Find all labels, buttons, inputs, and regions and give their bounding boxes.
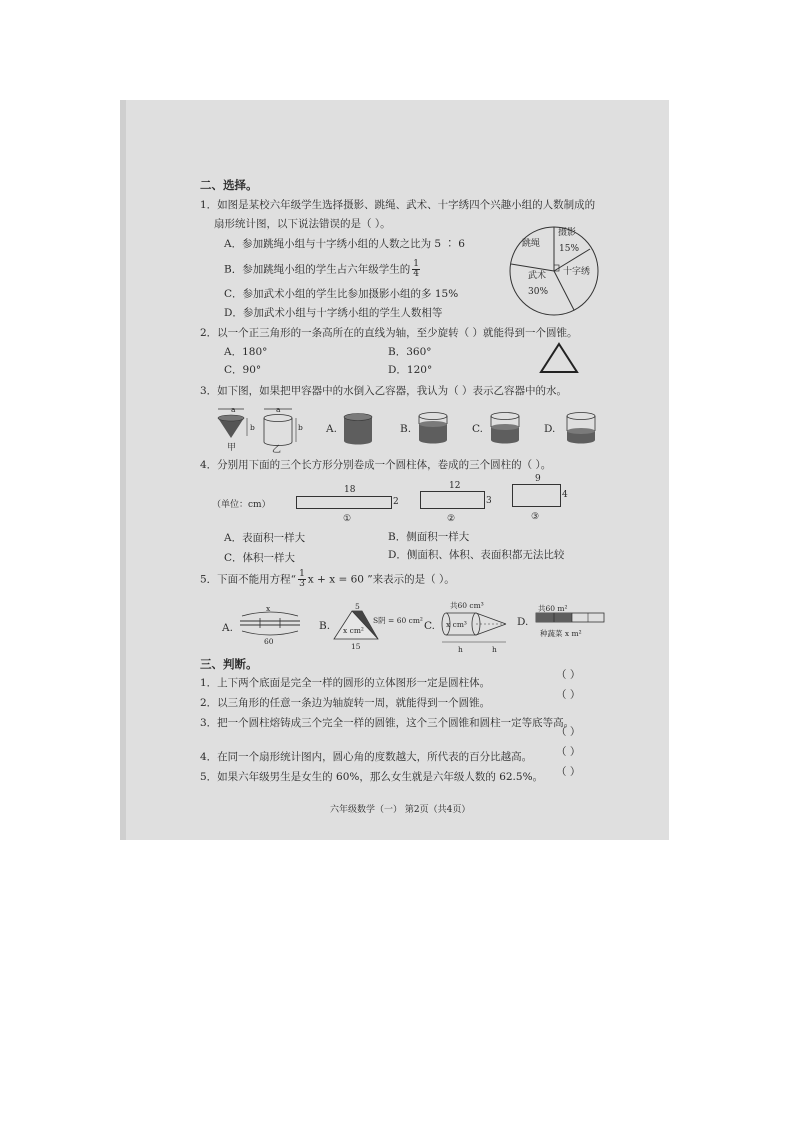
q4-option-a: A．表面积一样大 [224,532,306,544]
q4-option-b: B．侧面积一样大 [388,531,470,543]
q4-rect2-width: 3 [486,496,492,506]
pie-label-wushu: 武术 [528,271,547,281]
q4-option-c: C．体积一样大 [224,552,296,564]
q2-option-a: A．180° [224,346,268,358]
judge-answer-5[interactable]: （ ） [556,766,581,778]
q4-rect1-length: 18 [344,485,356,495]
q5-option-a: A. [222,622,233,634]
q1-option-b: B．参加跳绳小组的学生占六年级学生的 $\frac{1}{4}$ [224,259,419,279]
pie-label-wushu-pct: 30% [528,287,549,297]
judge-item-2: 2．以三角形的任意一条边为轴旋转一周，就能得到一个圆锥。 [200,697,491,709]
pie-label-photo: 摄影 [558,228,577,238]
pie-label-jump: 跳绳 [522,239,541,249]
q5-fraction: $\frac{1}{3}$ [299,569,305,589]
q3-option-b: B. [400,423,412,435]
q3-option-c-cylinder [489,411,521,445]
q5-option-c: C. [424,620,435,632]
q1-option-c: C．参加武术小组的学生比参加摄影小组的多 15% [224,288,459,300]
q5-b-label-x: x cm² [343,626,364,635]
q5-a-label-x: x [266,604,271,613]
q3-option-d-cylinder [565,411,597,445]
q5-d-label-veg: 种蔬菜 x m² [540,629,582,638]
q1-b-fraction: $\frac{1}{4}$ [413,259,419,279]
page-footer: 六年级数学（一） 第2页（共4页） [330,805,471,815]
q4-rect1-width: 2 [393,497,399,507]
section3-title: 三、判断。 [200,657,258,671]
q4-rectangle-3 [512,484,561,507]
q1-option-a: A．参加跳绳小组与十字绣小组的人数之比为 5 ∶ 6 [224,238,465,250]
q5-stem: 5．下面不能用方程“ $\frac{1}{3}$ x + x = 60 ”来表示的是（ ）。 [200,569,455,589]
q1-stem-line2: 扇形统计图，以下说法错误的是（ ）。 [214,218,391,230]
judge-item-5: 5．如果六年级男生是女生的 60%，那么女生就是六年级人数的 62.5%。 [200,771,544,783]
q4-rect1-number: ① [343,514,352,524]
q4-stem: 4．分别用下面的三个长方形分别卷成一个圆柱体，卷成的三个圆柱的（ ）。 [200,459,552,471]
q3-option-c: C. [472,423,483,435]
scanned-page [120,100,669,840]
q3-option-a: A. [326,423,337,435]
q1-stem-line1: 1．如图是某校六年级学生选择摄影、跳绳、武术、十字绣四个兴趣小组的人数制成的 [200,199,596,211]
q3-label-a2: a [276,405,281,414]
section2-title: 二、选择。 [200,178,258,192]
q3-label-b1: b [250,423,255,432]
judge-item-3: 3．把一个圆柱熔铸成三个完全一样的圆锥，这个三个圆锥和圆柱一定等底等高。 [200,717,575,729]
q3-option-b-cylinder [417,411,449,445]
q3-option-d: D. [544,423,556,435]
q3-label-b2: b [298,423,303,432]
q2-triangle [539,342,579,374]
pie-label-photo-pct: 15% [559,244,580,254]
q4-rect3-number: ③ [531,512,540,522]
page-edge-shadow [120,100,126,840]
q5-option-d: D. [517,616,529,628]
q4-rect3-width: 4 [562,490,568,500]
q3-stem: 3．如下图，如果把甲容器中的水倒入乙容器，我认为（ ）表示乙容器中的水。 [200,385,568,397]
judge-answer-4[interactable]: （ ） [556,746,581,758]
q2-option-d: D．120° [388,364,433,376]
q5-d-label-total: 共60 m² [538,604,568,613]
q5-b-label-5: 5 [355,602,360,611]
judge-item-1: 1．上下两个底面是完全一样的圆形的立体图形一定是圆柱体。 [200,677,491,689]
q5-a-label-60: 60 [264,637,274,646]
q3-label-a1: a [231,405,236,414]
q3-option-a-cylinder [342,412,374,446]
judge-answer-2[interactable]: （ ） [556,689,581,701]
q4-rect2-number: ② [447,514,456,524]
q5-c-label-h2: h [492,645,497,654]
q2-option-b: B．360° [388,346,432,358]
q4-unit: （单位：cm） [212,500,271,510]
q2-option-c: C．90° [224,364,262,376]
q4-rectangle-1 [296,496,392,509]
q4-option-d: D．侧面积、体积、表面积都无法比较 [388,549,565,561]
q3-label-jia: 甲 [227,443,237,453]
q5-option-d-bar [534,611,606,625]
q5-b-label-15: 15 [351,642,361,651]
q5-b-label-shaded: S阴 = 60 cm² [373,616,423,625]
q1-option-d: D．参加武术小组与十字绣小组的学生人数相等 [224,307,443,319]
q2-stem: 2．以一个正三角形的一条高所在的直线为轴，至少旋转（ ）就能得到一个圆锥。 [200,327,578,339]
q4-rect3-length: 9 [535,474,541,484]
q3-label-yi: 乙 [272,445,282,455]
judge-answer-1[interactable]: （ ） [556,669,581,681]
pie-label-cross: 十字绣 [563,267,591,277]
judge-item-4: 4．在同一个扇形统计图内，圆心角的度数越大，所代表的百分比越高。 [200,751,533,763]
q5-option-b: B. [319,620,331,632]
judge-answer-3[interactable]: （ ） [556,726,581,738]
q5-c-label-x: x cm³ [446,620,467,629]
q5-c-label-h1: h [458,645,463,654]
q4-rect2-length: 12 [449,481,461,491]
q5-c-label-total: 共60 cm³ [450,601,484,610]
q4-rectangle-2 [420,491,485,509]
